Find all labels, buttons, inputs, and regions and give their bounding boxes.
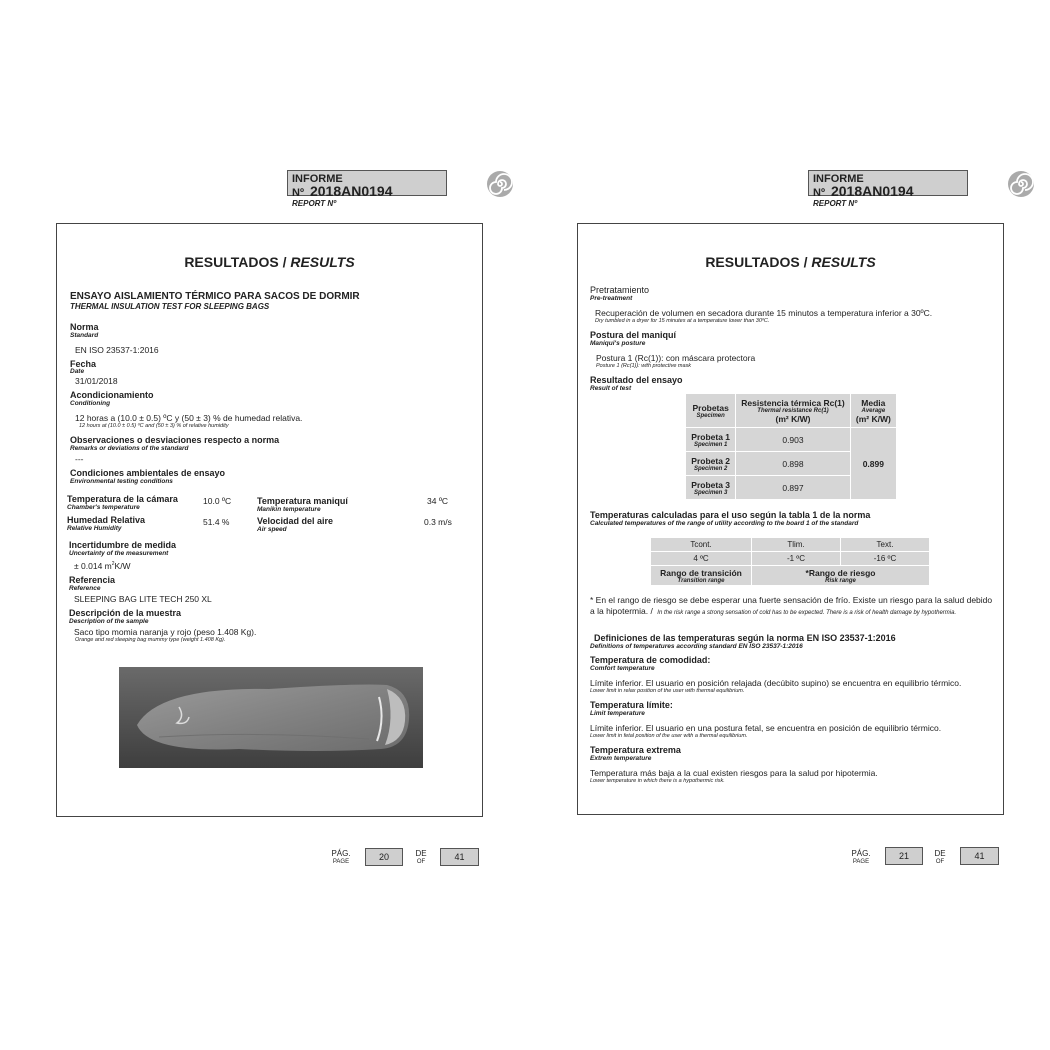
- cond-label-en: Environmental testing conditions: [70, 478, 173, 485]
- velocidad-value: 0.3 m/s: [424, 517, 452, 527]
- temp-maniqui-label-en: Manikin temperature: [257, 506, 321, 513]
- incertidumbre-value: ± 0.014 $m^2K/W$: [74, 560, 131, 571]
- postura-value-en: Posture 1 (Rc(1)): with protective mask: [596, 363, 692, 369]
- descripcion-label: Descripción de la muestra: [69, 608, 182, 618]
- comodidad-value: Límite inferior. El usuario en posición relajada (decúbito supino) se encuentra en equilibrio térmico.: [590, 678, 962, 688]
- acond-label-en: Conditioning: [70, 400, 111, 407]
- report-number-box-left: [287, 170, 447, 208]
- results-table: Probetas Specimen Resistencia térmica Rc(1) Thermal resistance Rc(1) (m² K/W) Media Average (m² K/W) Probeta 1 Specimen 1 0.903 0.899 Probeta 2 Specimen 2 0.898 Probeta 3 Specimen 3 0.897: [685, 393, 897, 500]
- temps-calc-label-en: Calculated temperatures of the range of utility according to the board 1 of the standard: [590, 520, 859, 527]
- page-label: PÁG. PAGE: [331, 849, 351, 865]
- report-label: REPORT Nº: [813, 199, 858, 208]
- descripcion-label-en: Description of the sample: [69, 618, 149, 625]
- resultado-label-en: Result of test: [590, 385, 632, 392]
- comodidad-label-en: Comfort temperature: [590, 665, 655, 672]
- total-pages-box: 41: [960, 847, 999, 865]
- t-limit-value: -1 ºC: [752, 552, 841, 566]
- page-label: PÁG. PAGE: [851, 849, 871, 865]
- comodidad-value-en: Lower limit in relax position of the user with thermal equilibrium.: [590, 688, 745, 694]
- report-number: 2018AN0194: [309, 183, 393, 199]
- average-value: 0.899: [850, 428, 896, 500]
- total-pages-box: 41: [440, 848, 479, 866]
- temp-camara-value: 10.0 ºC: [203, 496, 232, 506]
- temp-camara-label: Temperatura de la cámara: [67, 494, 178, 504]
- temp-camara-label-en: Chamber's temperature: [67, 504, 140, 511]
- temperatures-table: [650, 537, 930, 586]
- report-label: REPORT Nº: [292, 199, 337, 208]
- table-row: Probeta 1 Specimen 1 0.903 0.899: [686, 428, 897, 452]
- temps-calc-label: Temperaturas calculadas para el uso según la tabla 1 de la norma: [590, 510, 871, 520]
- current-page-box: 21: [885, 847, 923, 865]
- spiral-logo-icon: [1007, 170, 1035, 198]
- definiciones-label-en: Definitions of temperatures according standard EN ISO 23537-1:2016: [590, 643, 803, 650]
- report-number: 2018AN0194: [830, 183, 914, 199]
- informe-label: INFORME Nº: [292, 173, 343, 199]
- t-comfort-header: Tcont.: [651, 538, 752, 552]
- acond-value: 12 horas a (10.0 ± 0.5) ºC y (50 ± 3) % de humedad relativa.: [75, 413, 303, 423]
- fecha-label: Fecha: [70, 359, 97, 369]
- pretratamiento-label: Pretratamiento: [590, 285, 650, 295]
- page-title: RESULTADOS / RESULTS: [184, 254, 355, 270]
- norma-label: Norma: [70, 322, 99, 332]
- informe-label: INFORME Nº: [813, 173, 864, 199]
- postura-value: Postura 1 (Rc(1)): con máscara protectora: [596, 353, 756, 363]
- descripcion-value-en: Orange and red sleeping bag mummy type (weight 1.408 Kg).: [75, 637, 226, 643]
- left-page: [56, 223, 483, 817]
- descripcion-value: Saco tipo momia naranja y rojo (peso 1.408 Kg).: [74, 627, 257, 637]
- risk-range: *Rango de riesgo Risk range: [752, 566, 930, 586]
- fecha-label-en: Date: [70, 368, 85, 375]
- extrema-label-en: Extrem temperature: [590, 755, 652, 762]
- norma-label-en: Standard: [70, 332, 99, 339]
- resultado-label: Resultado del ensayo: [590, 375, 683, 385]
- limite-value: Límite inferior. El usuario en una postura fetal, se encuentra en posición de equilibrio térmico.: [590, 723, 942, 733]
- pretratamiento-value-en: Dry tumbled in a dryer for 15 minutes at a temperature lower than 30ºC.: [595, 318, 770, 324]
- extrema-label: Temperatura extrema: [590, 745, 681, 755]
- humedad-label-en: Relative Humidity: [67, 525, 122, 532]
- comodidad-label: Temperatura de comodidad:: [590, 655, 711, 665]
- obs-label: Observaciones o desviaciones respecto a norma: [70, 435, 280, 445]
- transition-range: Rango de transición Transition range: [651, 566, 752, 586]
- referencia-label-en: Reference: [69, 585, 101, 592]
- norma-value: EN ISO 23537-1:2016: [75, 345, 159, 355]
- incertidumbre-label: Incertidumbre de medida: [69, 540, 177, 550]
- temp-maniqui-value: 34 ºC: [427, 496, 449, 506]
- cond-label: Condiciones ambientales de ensayo: [70, 468, 226, 478]
- acond-value-en: 12 hours at (10.0 ± 0.5) ºC and (50 ± 3) % of relative humidity: [79, 423, 229, 429]
- right-page: [577, 223, 1004, 815]
- of-label: DE OF: [934, 849, 946, 865]
- extrema-value-en: Lower temperature in which there is a hypothermic risk.: [590, 778, 725, 784]
- referencia-label: Referencia: [69, 575, 116, 585]
- table-row: Probeta 3 Specimen 3 0.897: [686, 476, 897, 500]
- t-extreme-header: Text.: [841, 538, 930, 552]
- table-row: Probeta 2 Specimen 2 0.898: [686, 452, 897, 476]
- humedad-label: Humedad Relativa: [67, 515, 146, 525]
- postura-label: Postura del maniquí: [590, 330, 677, 340]
- t-limit-header: Tlim.: [752, 538, 841, 552]
- pretratamiento-label-en: Pre-treatment: [590, 295, 633, 302]
- t-extreme-value: -16 ºC: [841, 552, 930, 566]
- postura-label-en: Maniqui's posture: [590, 340, 646, 347]
- section-title: ENSAYO AISLAMIENTO TÉRMICO PARA SACOS DE DORMIR: [70, 291, 360, 302]
- fecha-value: 31/01/2018: [75, 376, 118, 386]
- incertidumbre-label-en: Uncertainty of the measurement: [69, 550, 169, 557]
- section-subtitle: THERMAL INSULATION TEST FOR SLEEPING BAGS: [70, 302, 270, 311]
- t-comfort-value: 4 ºC: [651, 552, 752, 566]
- extrema-value: Temperatura más baja a la cual existen riesgos para la salud por hipotermia.: [590, 768, 878, 778]
- velocidad-label: Velocidad del aire: [257, 516, 334, 526]
- acond-label: Acondicionamiento: [70, 390, 154, 400]
- limite-label: Temperatura límite:: [590, 700, 673, 710]
- velocidad-label-en: Air speed: [257, 526, 287, 533]
- spiral-logo-icon: [486, 170, 514, 198]
- obs-label-en: Remarks or deviations of the standard: [70, 445, 189, 452]
- sample-photo: [119, 667, 423, 768]
- definiciones-label: Definiciones de las temperaturas según la norma EN ISO 23537-1:2016: [594, 633, 896, 643]
- referencia-value: SLEEPING BAG LITE TECH 250 XL: [74, 594, 212, 604]
- current-page-box: 20: [365, 848, 403, 866]
- obs-value: ---: [75, 454, 84, 464]
- temp-maniqui-label: Temperatura maniquí: [257, 496, 348, 506]
- risk-note: * En el rango de riesgo se debe esperar una fuerte sensación de frío. Existe un riesgo para la salud debido a la hipotermia. / In the risk range a strong sensation of cold has to be expected. There is a risk of health damage by hypothermia.: [590, 595, 993, 616]
- limite-label-en: Limit temperature: [590, 710, 645, 717]
- page-title: RESULTADOS / RESULTS: [705, 254, 876, 270]
- report-number-box-right: [808, 170, 968, 208]
- limite-value-en: Lower limit in fetal position of the user with a thermal equilibrium.: [590, 733, 748, 739]
- pretratamiento-value: Recuperación de volumen en secadora durante 15 minutos a temperatura inferior a 30ºC.: [595, 308, 933, 318]
- humedad-value: 51.4 %: [203, 517, 230, 527]
- of-label: DE OF: [415, 849, 427, 865]
